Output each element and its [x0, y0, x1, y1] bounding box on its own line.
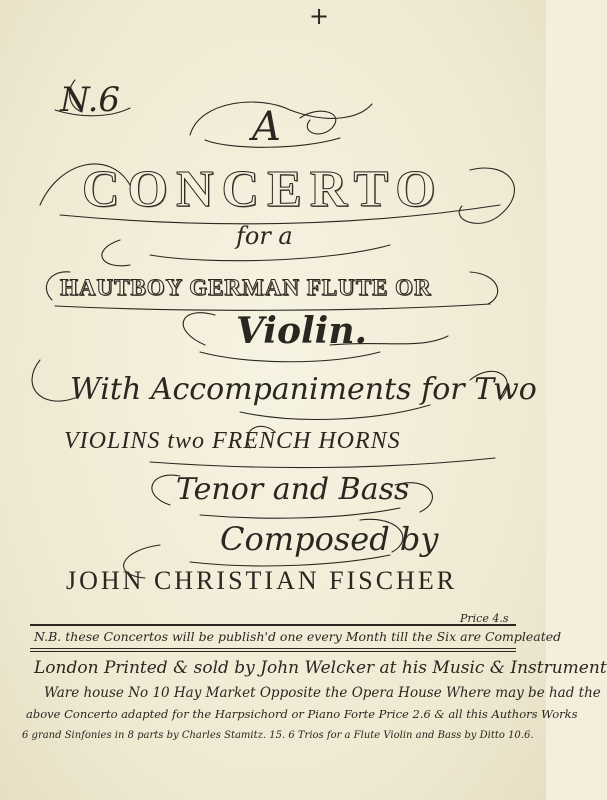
imprint-line-3: above Concerto adapted for the Harpsichord or Piano Forte Price 2.6 & all this Authors Works [26, 707, 578, 721]
imprint-line-4: 6 grand Sinfonies in 8 parts by Charles Stamitz. 15. 6 Trios for a Flute Violin and Bass by Ditto 10.6. [22, 730, 534, 741]
issue-number: N.6 [60, 80, 121, 120]
tenor-bass-line: Tenor and Bass [176, 472, 410, 507]
imprint-line-2: Ware house No 10 Hay Market Opposite the Opera House Where may be had the [44, 685, 601, 701]
title-article: A [252, 104, 281, 150]
composed-by-text: Composed by [220, 520, 439, 558]
imprint-line-1: London Printed & sold by John Welcker at his Music & Instrument [34, 658, 607, 678]
violins-horns-line: VIOLINS two FRENCH HORNS [64, 428, 401, 454]
for-a-text: for a [236, 222, 293, 250]
middle-divider-2 [30, 651, 516, 652]
price-label: Price 4.s [460, 612, 509, 625]
violin-text: Violin. [236, 310, 368, 352]
plus-mark: + [309, 2, 330, 30]
middle-divider [30, 648, 516, 649]
accompaniments-line: With Accompaniments for Two [70, 372, 537, 407]
top-divider [30, 624, 516, 626]
instruments-line: HAUTBOY GERMAN FLUTE OR [60, 275, 432, 300]
publication-note: N.B. these Concertos will be publish'd one every Month till the Six are Compleated [34, 629, 562, 644]
composer-name: JOHN CHRISTIAN FISCHER [66, 566, 458, 595]
page-title: CONCERTO [82, 161, 444, 218]
